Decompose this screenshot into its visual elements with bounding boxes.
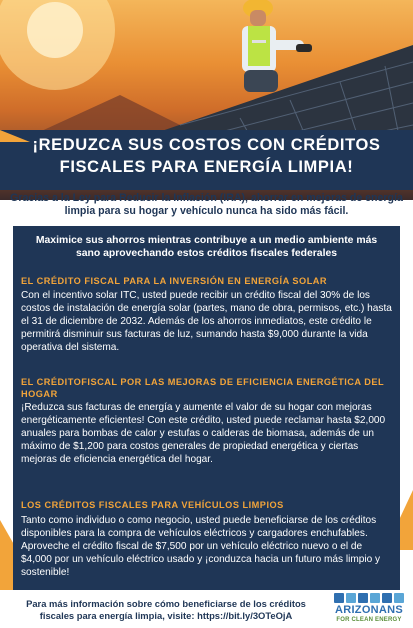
- car-icon: [370, 593, 380, 603]
- section-title-home-efficiency: EL CRÉDITOFISCAL POR LAS MEJORAS DE EFICIENCIA ENERGÉTICA DEL HOGAR: [21, 377, 384, 399]
- worker-figure: [242, 0, 312, 92]
- page-title: [18, 134, 395, 178]
- section-title-solar: EL CRÉDITO FISCAL PARA LA INVERSIÓN EN ENERGÍA SOLAR: [21, 276, 328, 286]
- logo-tagline: FOR CLEAN ENERGY: [336, 617, 402, 623]
- plug-icon: [394, 593, 404, 603]
- arizonans-logo: [330, 593, 408, 627]
- building-icon: [382, 593, 392, 603]
- logo-name: ARIZONANS: [334, 604, 404, 616]
- panel-heading: Maximice sus ahorros mientras contribuye a un medio ambiente más sano aprovechando estos créditos fiscales federales: [35, 235, 378, 259]
- page-title-line-1: ¡REDUZCA SUS COSTOS CON CRÉDITOS: [32, 136, 381, 154]
- section-body-solar: Con el incentivo solar ITC, usted puede recibir un crédito fiscal del 30% de los costos de instalación de energía solar (partes, mano de obra, permisos, etc.) hasta el 31 de diciembre de 2032. Además de los ahorros inmediatos, este crédito le permitirá disminuir sus facturas de luz, sumando hasta $9,000 durante la vida operativa del sistema.: [21, 290, 392, 353]
- solar-panel-icon: [346, 593, 356, 603]
- wind-turbine-icon: [358, 593, 368, 603]
- section-body-home-efficiency: ¡Reduzca sus facturas de energía y aumente el valor de su hogar con mejoras energéticamente eficientes! Con este crédito, usted puede reclamar hasta $2,000 anuales para bombas de calor y estufas o calderas de biomasa, además de un máximo de $1,200 para costos generales de propiedad energética y ciertas mejoras de eficiencia energética del hogar.: [21, 402, 386, 465]
- section-title-clean-vehicles: LOS CRÉDITOS FISCALES PARA VEHÍCULOS LIMPIOS: [21, 500, 284, 510]
- intro-text: Gracias a la Ley para Reducir la Inflación (IRA), ahorrar en mejoras de energía limpia para su hogar y vehículo nunca ha sido más fácil.: [10, 192, 403, 217]
- logo-icons: [334, 593, 404, 604]
- house-icon: [334, 593, 344, 603]
- footer-text: Para más información sobre cómo beneficiarse de los créditos fiscales para energía limpia, visite: https://bit.ly/3OTeOjA: [26, 598, 306, 621]
- page-title-line-2: FISCALES PARA ENERGÍA LIMPIA!: [59, 158, 354, 176]
- section-body-clean-vehicles: Tanto como individuo o como negocio, usted puede beneficiarse de los créditos disponibles para la compra de vehículos eléctricos y cargadores enchufables. Aproveche el crédito fiscal de $7,500 por un vehículo eléctrico nuevo o el de $4,000 por un vehículo eléctrico usado y ¡conduzca hacia un futuro más limpio y sostenible!: [21, 515, 381, 578]
- info-panel: [13, 226, 400, 590]
